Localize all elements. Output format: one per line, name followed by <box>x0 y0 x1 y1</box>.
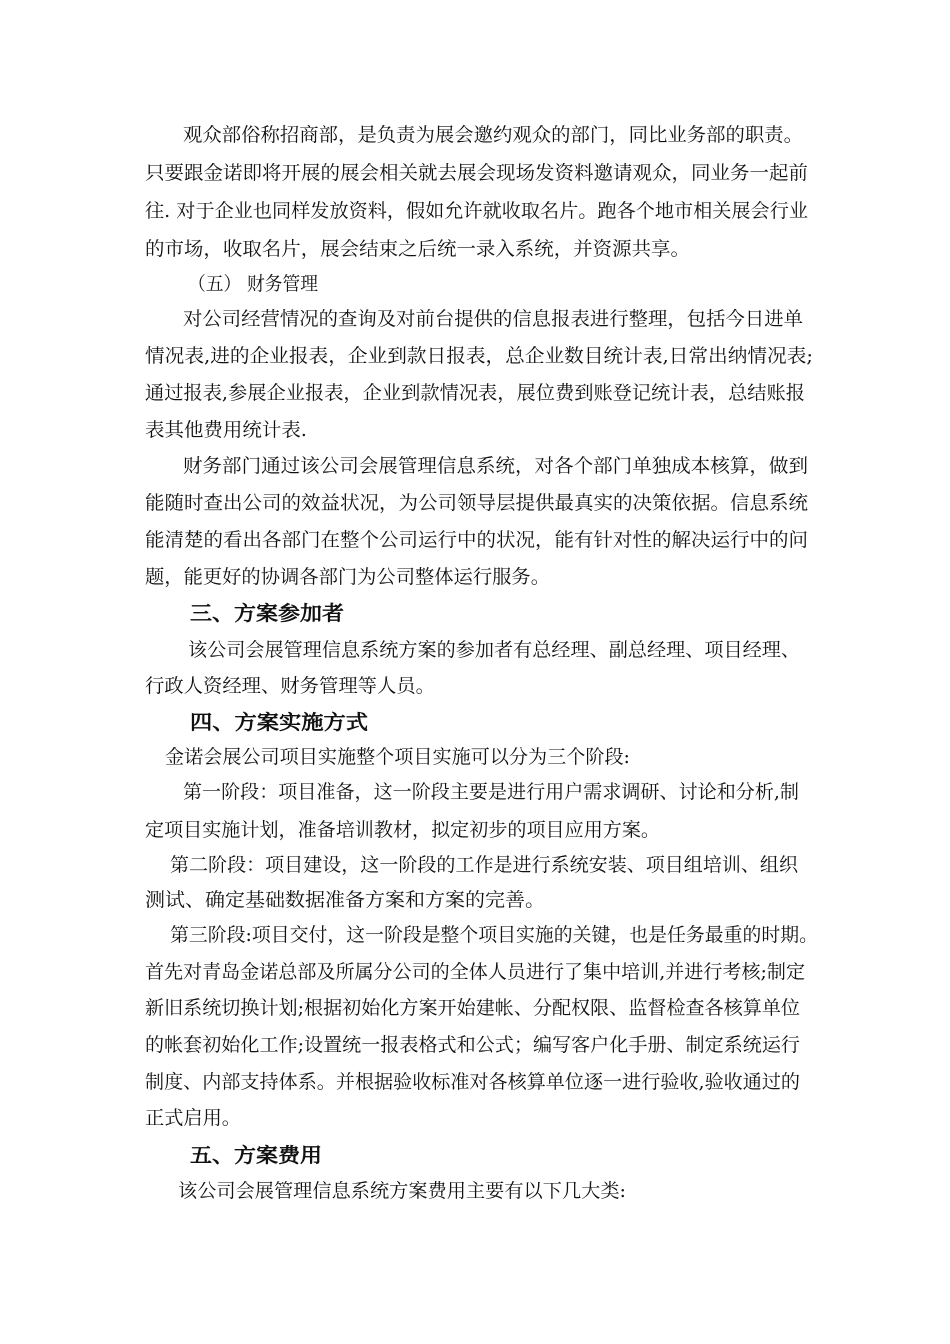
text-line: 表其他费用统计表. <box>145 419 307 441</box>
text-line: 制度、内部支持体系。并根据验收标准对各核算单位逐一进行验收,验收通过的 <box>145 1071 800 1093</box>
text-line: 情况表,进的企业报表，企业到款日报表，总企业数目统计表,日常出纳情况表; <box>145 345 813 367</box>
text-line: 第一阶段：项目准备，这一阶段主要是进行用户需求调研、讨论和分析,制 <box>183 781 799 803</box>
text-line: 通过报表,参展企业报表，企业到款情况表，展位费到账登记统计表，总结账报 <box>145 382 805 404</box>
text-line: 财务部门通过该公司会展管理信息系统，对各个部门单独成本核算，做到 <box>183 455 808 477</box>
text-line: 定项目实施计划，准备培训教材，拟定初步的项目应用方案。 <box>145 819 660 841</box>
text-line: 能随时查出公司的效益状况，为公司领导层提供最真实的决策依据。信息系统 <box>145 492 808 514</box>
text-line: 该公司会展管理信息系统方案的参加者有总经理、副总经理、项目经理、 <box>188 639 800 661</box>
text-line: 第三阶段:项目交付，这一阶段是整个项目实施的关键，也是任务最重的时期。 <box>170 924 818 946</box>
text-line: 测试、确定基础数据准备方案和方案的完善。 <box>145 889 545 911</box>
subsection-title: （五） 财务管理 <box>188 273 318 295</box>
text-line: 金诺会展公司项目实施整个项目实施可以分为三个阶段: <box>165 746 630 768</box>
text-line: 该公司会展管理信息系统方案费用主要有以下几大类: <box>178 1180 626 1202</box>
text-line: 的市场，收取名片，展会结束之后统一录入系统，并资源共享。 <box>145 238 690 260</box>
text-line: 首先对青岛金诺总部及所属分公司的全体人员进行了集中培训,并进行考核;制定 <box>145 961 805 983</box>
section-heading: 五、方案费用 <box>190 1143 322 1167</box>
text-line: 正式启用。 <box>145 1107 241 1129</box>
text-line: 题，能更好的协调各部门为公司整体运行服务。 <box>145 566 550 588</box>
text-line: 往. 对于企业也同样发放资料，假如允许就收取名片。跑各个地市相关展会行业 <box>145 200 808 222</box>
section-heading: 四、方案实施方式 <box>190 710 368 734</box>
text-line: 行政人资经理、财务管理等人员。 <box>145 675 435 697</box>
text-line: 对公司经营情况的查询及对前台提供的信息报表进行整理，包括今日进单 <box>183 308 803 330</box>
text-line: 新旧系统切换计划;根据初始化方案开始建帐、分配权限、监督检查各核算单位 <box>145 997 800 1019</box>
section-heading: 三、方案参加者 <box>190 601 344 625</box>
text-line: 观众部俗称招商部，是负责为展会邀约观众的部门，同比业务部的职责。 <box>183 124 803 146</box>
text-line: 只要跟金诺即将开展的展会相关就去展会现场发资料邀请观众，同业务一起前 <box>145 162 808 184</box>
text-line: 能清楚的看出各部门在整个公司运行中的状况，能有针对性的解决运行中的问 <box>145 529 808 551</box>
text-line: 第二阶段：项目建设，这一阶段的工作是进行系统安装、项目组培训、组织 <box>170 854 799 876</box>
text-line: 的帐套初始化工作;设置统一报表格式和公式；编写客户化手册、制定系统运行 <box>145 1034 800 1056</box>
